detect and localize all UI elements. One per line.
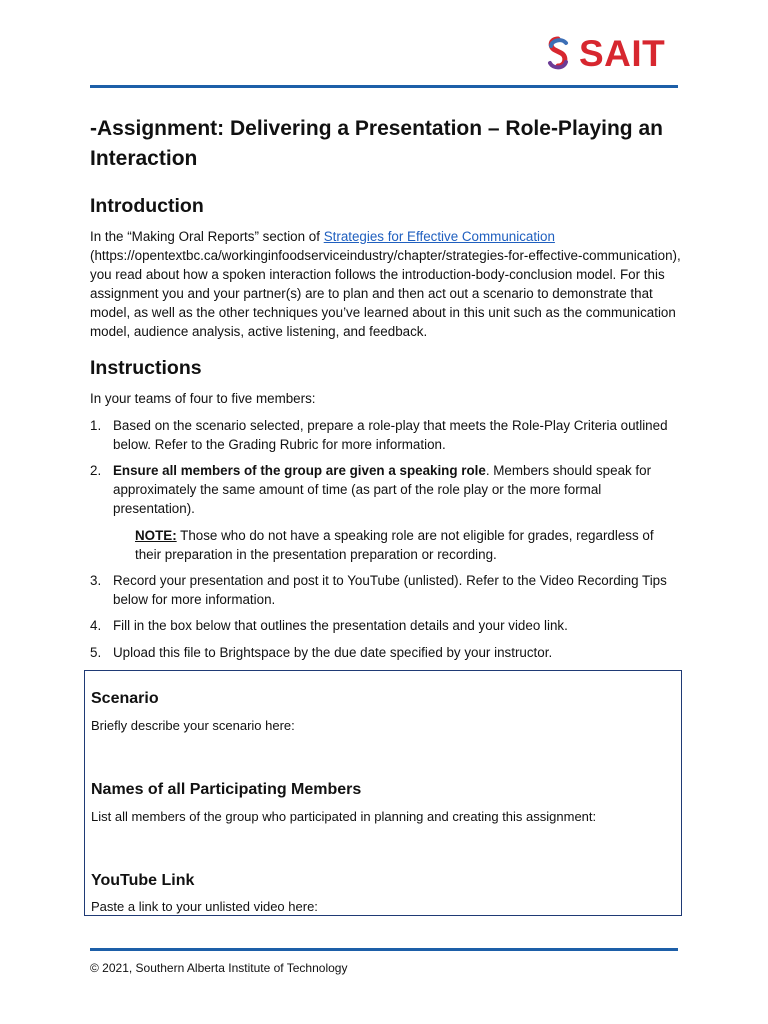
list-item-bold: Ensure all members of the group are given a speaking role — [113, 463, 486, 478]
list-item-text: Upload this file to Brightspace by the due date specified by your instructor. — [113, 645, 553, 660]
instructions-heading: Instructions — [90, 357, 202, 379]
list-number: 5. — [90, 645, 102, 660]
scenario-heading: Scenario — [91, 690, 159, 707]
footer-copyright: © 2021, Southern Alberta Institute of Technology — [90, 961, 348, 975]
youtube-heading: YouTube Link — [91, 872, 195, 889]
note-label: NOTE: — [135, 528, 177, 543]
list-item-text — [113, 461, 678, 518]
introduction-paragraph — [90, 227, 682, 341]
list-item-text: Based on the scenario selected, prepare a role-play that meets the Role-Play Criteria outlined below. Refer to the Grading Rubric for more information. — [113, 418, 668, 452]
note-block — [135, 526, 680, 564]
list-item — [90, 643, 690, 662]
submission-box — [84, 670, 682, 916]
instructions-lead: In your teams of four to five members: — [90, 391, 316, 406]
strategies-link[interactable]: Strategies for Effective Communication — [323, 229, 555, 244]
list-number: 2. — [90, 463, 102, 478]
list-item — [90, 571, 690, 609]
list-item — [90, 416, 690, 454]
members-prompt: List all members of the group who participated in planning and creating this assignment: — [91, 809, 597, 824]
footer-rule — [90, 948, 678, 951]
list-number: 3. — [90, 573, 102, 588]
header-rule — [90, 85, 678, 88]
list-item-text: Fill in the box below that outlines the presentation details and your video link. — [113, 618, 568, 633]
list-item — [90, 461, 690, 518]
list-number: 1. — [90, 418, 102, 433]
intro-text-before-link: In the “Making Oral Reports” section of — [90, 229, 324, 244]
sait-logo — [541, 34, 665, 74]
logo-text: SAIT — [579, 33, 666, 74]
list-item-text: Record your presentation and post it to YouTube (unlisted). Refer to the Video Recording Tips below for more information. — [113, 573, 667, 607]
scenario-prompt: Briefly describe your scenario here: — [91, 718, 295, 733]
intro-text-after-link: (https://opentextbc.ca/workinginfoodserviceindustry/chapter/strategies-for-effective-communication), you read about how a spoken interaction follows the introduction-body-conclusion model. For this assignment you and your partner(s) are to plan and then act out a scenario to demonstrate that model, as well as the other techniques you’ve learned about in this unit such as the communication model, audience analysis, active listening, and feedback. — [90, 248, 681, 339]
list-item — [90, 616, 690, 635]
list-number: 4. — [90, 618, 102, 633]
sait-logo-icon — [541, 36, 575, 72]
list-item-rest: . Members should speak for approximately the same amount of time (as part of the role play or the more formal presentation). — [113, 463, 652, 516]
youtube-prompt: Paste a link to your unlisted video here: — [91, 899, 318, 914]
document-title: -Assignment: Delivering a Presentation – Role-Playing an Interaction — [90, 117, 663, 170]
members-heading: Names of all Participating Members — [91, 781, 362, 798]
note-text: Those who do not have a speaking role are not eligible for grades, regardless of their preparation in the presentation preparation or recording. — [135, 528, 654, 562]
introduction-heading: Introduction — [90, 195, 204, 217]
